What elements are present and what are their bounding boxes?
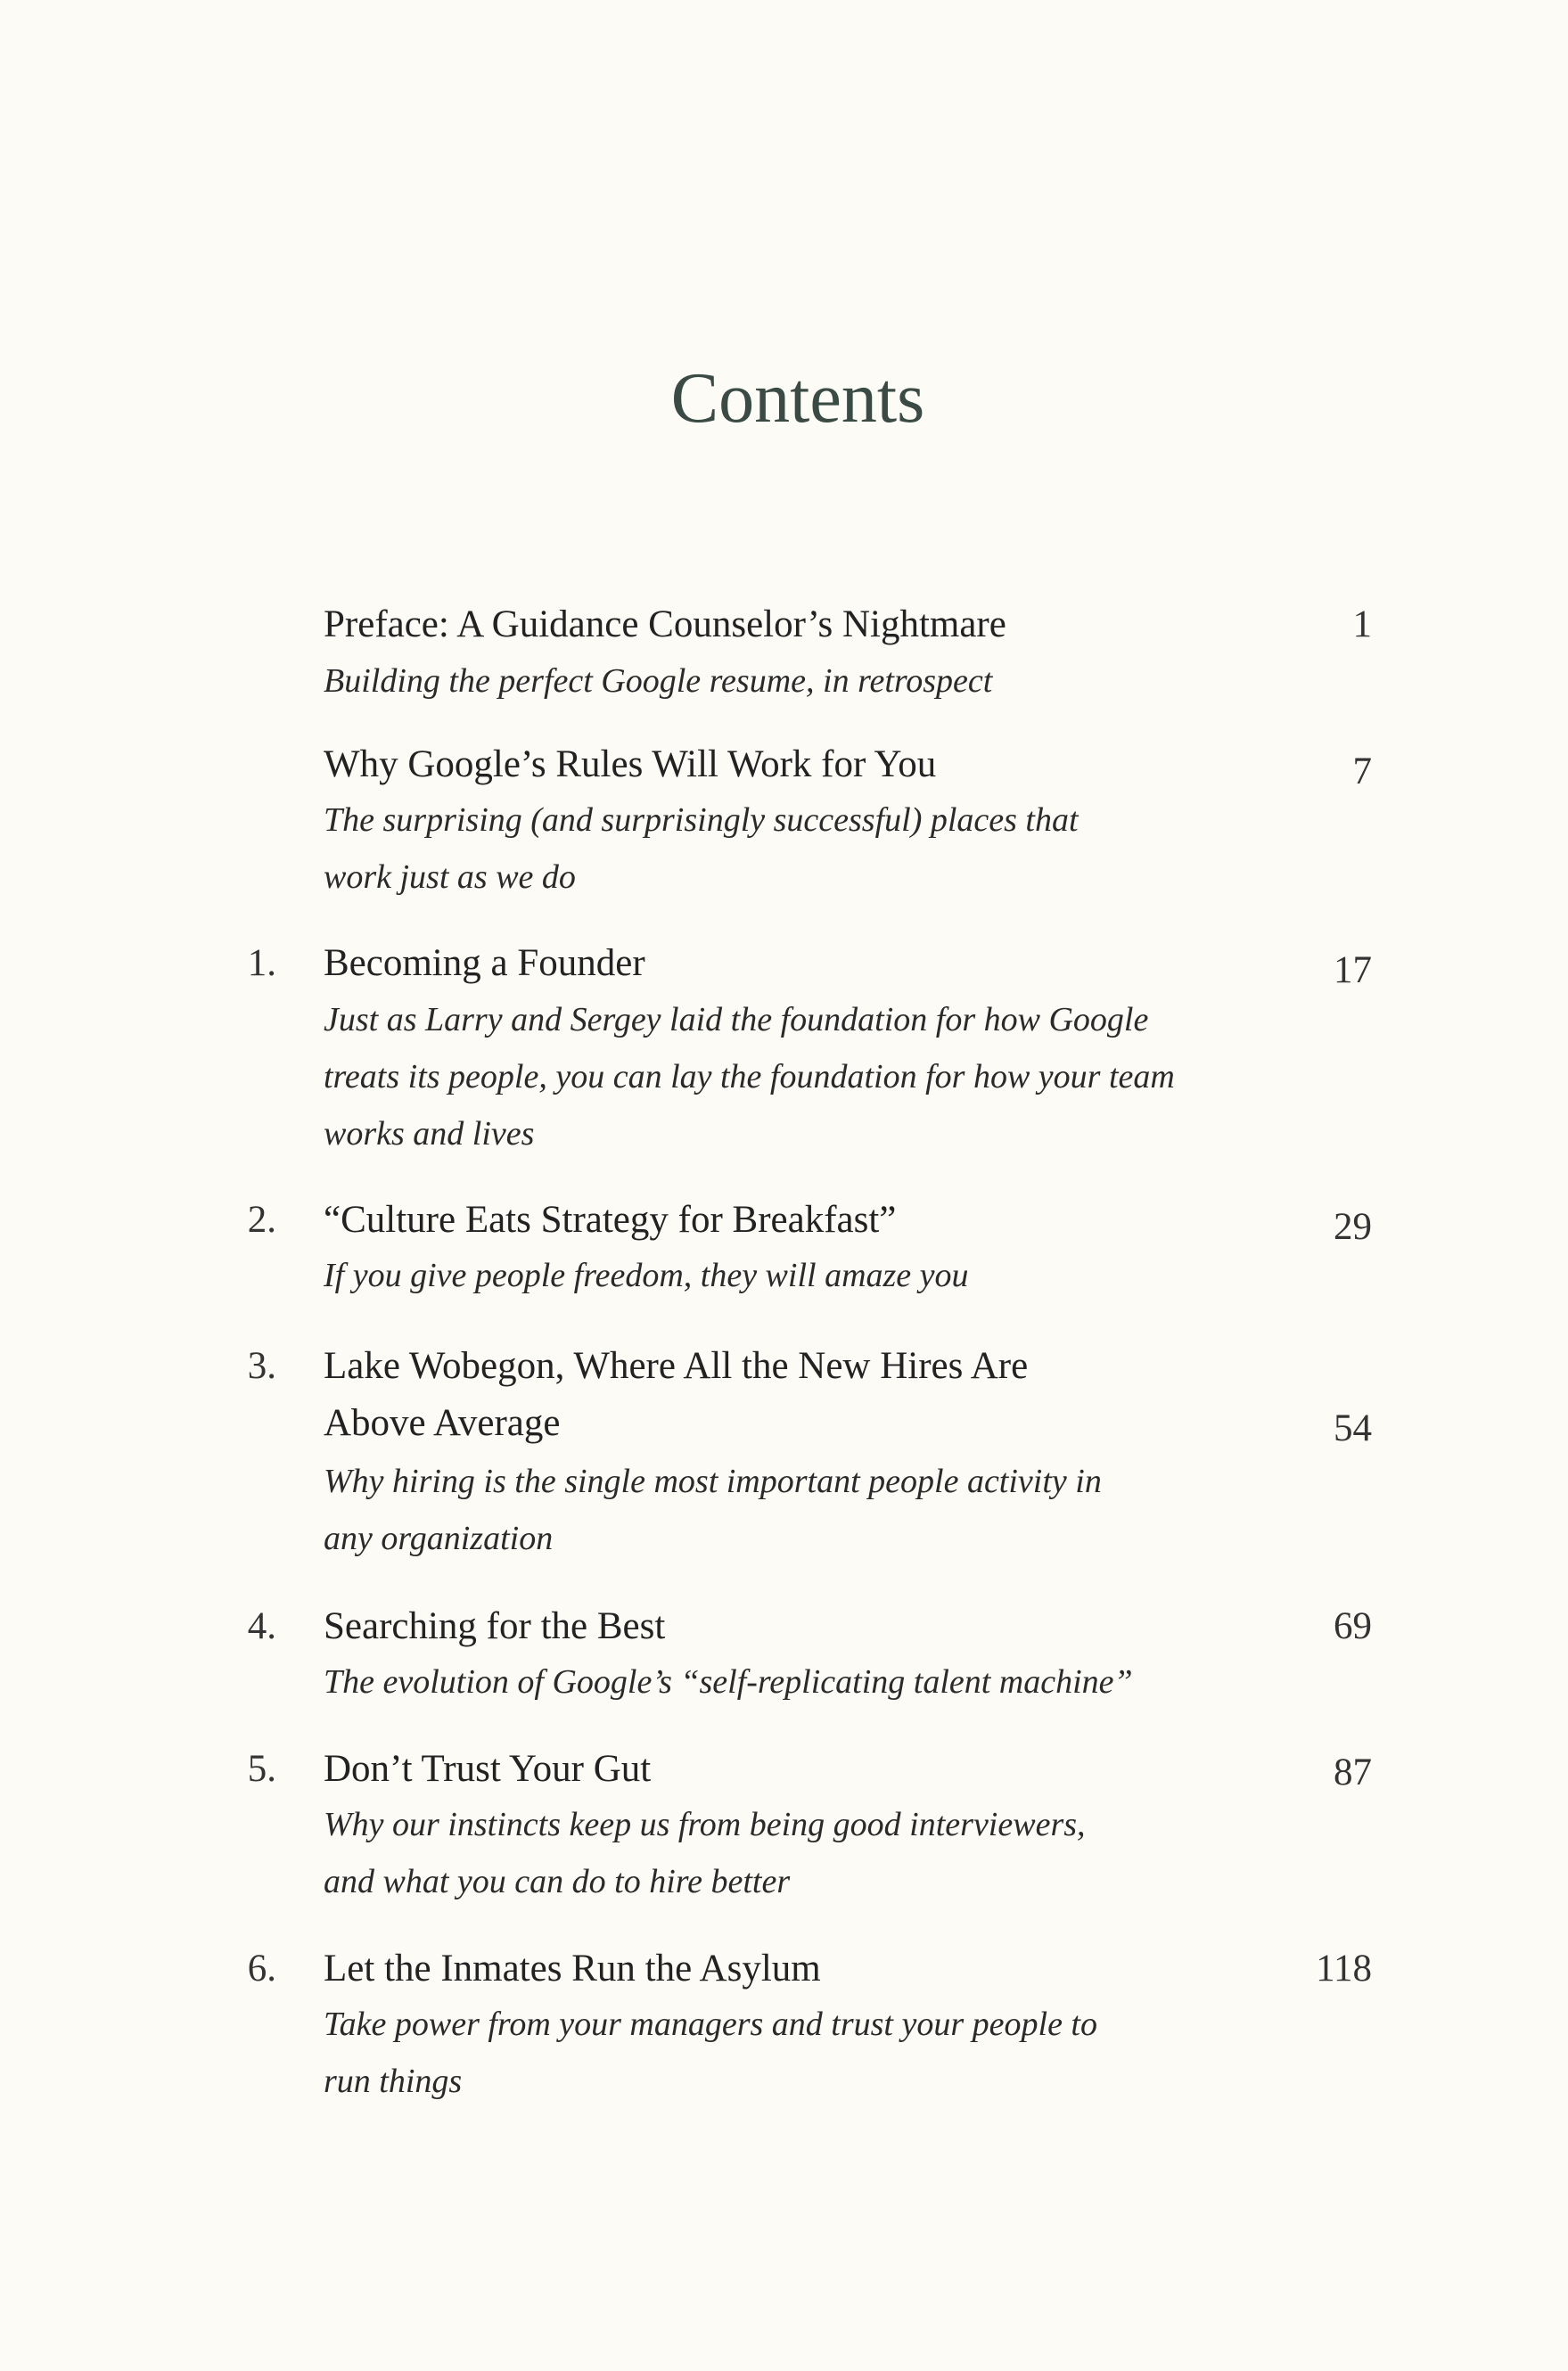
entry-heading: Don’t Trust Your Gut — [324, 1748, 652, 1790]
entry-subtitle: Building the perfect Google resume, in retrospect — [324, 662, 993, 700]
chapter-number: 6. — [247, 1948, 276, 1990]
entry-heading: Why Google’s Rules Will Work for You — [324, 743, 937, 785]
entry-heading: Lake Wobegon, Where All the New Hires Are — [324, 1345, 1029, 1387]
chapter-number: 5. — [247, 1748, 276, 1790]
chapter-number: 2. — [247, 1199, 276, 1241]
entry-subtitle: The surprising (and surprisingly successful) places that — [324, 801, 1079, 839]
entry-page-number: 118 — [1316, 1948, 1372, 1990]
entry-subtitle: work just as we do — [324, 858, 576, 896]
chapter-number: 3. — [247, 1345, 276, 1387]
entry-heading: Searching for the Best — [324, 1605, 666, 1647]
entry-page-number: 69 — [1334, 1605, 1372, 1647]
entry-page-number: 7 — [1352, 751, 1372, 792]
chapter-number: 1. — [247, 942, 276, 984]
entry-subtitle: Take power from your managers and trust your people to — [324, 2006, 1097, 2043]
entry-page-number: 87 — [1334, 1752, 1372, 1793]
entry-page-number: 54 — [1334, 1407, 1372, 1449]
entry-subtitle: If you give people freedom, they will amaze you — [324, 1257, 969, 1294]
entry-page-number: 1 — [1352, 603, 1372, 645]
entry-subtitle: Why hiring is the single most important people activity in — [324, 1463, 1102, 1500]
chapter-number: 4. — [247, 1605, 276, 1647]
entry-subtitle: run things — [324, 2063, 463, 2100]
entry-subtitle: works and lives — [324, 1115, 535, 1153]
entry-page-number: 17 — [1334, 949, 1372, 991]
entry-heading: Preface: A Guidance Counselor’s Nightmare — [324, 603, 1006, 645]
entry-subtitle: and what you can do to hire better — [324, 1863, 791, 1900]
entry-heading-continued: Above Average — [324, 1402, 561, 1444]
entry-subtitle: any organization — [324, 1520, 554, 1557]
entry-page-number: 29 — [1334, 1206, 1372, 1248]
entry-heading: Becoming a Founder — [324, 942, 645, 984]
entry-heading: “Culture Eats Strategy for Breakfast” — [324, 1199, 897, 1241]
entry-subtitle: Just as Larry and Sergey laid the foundation for how Google — [324, 1001, 1149, 1038]
entry-subtitle: Why our instincts keep us from being good interviewers, — [324, 1806, 1086, 1843]
entry-subtitle: The evolution of Google’s “self-replicating talent machine” — [324, 1663, 1133, 1701]
entry-subtitle: treats its people, you can lay the foundation for how your team — [324, 1058, 1175, 1095]
page-title: Contents — [670, 359, 925, 438]
entry-heading: Let the Inmates Run the Asylum — [324, 1948, 821, 1990]
